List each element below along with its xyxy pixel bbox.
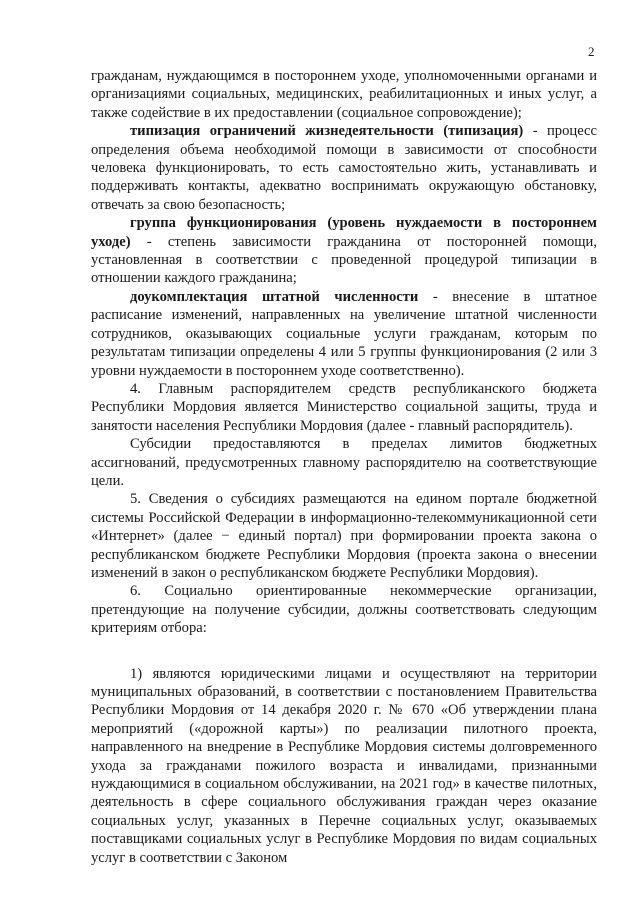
term-typization: типизация ограничений жизнедеятельности (типизация) — [130, 123, 524, 140]
paragraph-4: 4. Главным распорядителем средств республиканского бюджета Республики Мордовия является Министерство социальной защиты, труда и занятости населения Республики Мордовия (далее - главный распорядитель). — [91, 380, 597, 434]
document-body — [91, 67, 597, 867]
term-functioning-group: группа функционирования (уровень нуждаемости в постороннем уходе) — [91, 215, 597, 250]
definition-functioning-group: группа функционирования (уровень нуждаемости в постороннем уходе) - степень зависимости гражданина от посторонней помощи, установленная в соответствии с проведенной процедурой типизации в отношении каждого гражданина; — [91, 215, 597, 287]
paragraph-subsidies: Субсидии предоставляются в пределах лимитов бюджетных ассигнований, предусмотренных главному распорядителю на соответствующие цели. — [91, 436, 597, 489]
blank-gap — [91, 638, 597, 665]
paragraph-5: 5. Сведения о субсидиях размещаются на едином портале бюджетной системы Российской Федерации в информационно-телекоммуникационной сети «Интернет» (далее − единый портал) при формировании проекта закона о республиканском бюджете Республики Мордовия (проекта закона о внесении изменений в закон о республиканском бюджете Республики Мордовия). — [91, 491, 597, 581]
term-staffing: доукомплектация штатной численности — [130, 288, 419, 305]
definition-typization: типизация ограничений жизнедеятельности (типизация) - процесс определения объема необходимой помощи в зависимости от способности человека функционировать, то есть самостоятельно жить, устанавливать и поддерживать контакты, адекватно воспринимать окружающую обстановку, отвечать за свою безопасность; — [91, 123, 598, 213]
criterion-1: 1) являются юридическими лицами и осуществляют на территории муниципальных образований, в соответствии с постановлением Правительства Республики Мордовия от 14 декабря 2020 г. № 670 «Об утверждении плана мероприятий («дорожной карты») по реализации пилотного проекта, направленного на внедрение в Республике Мордовия системы долговременного ухода за гражданами пожилого возраста и инвалидами, признанными нуждающимися в социальном обслуживании, на 2021 год» в качестве пилотных, деятельность в сфере социального обслуживания граждан через оказание социальных услуг, указанных в Перечне социальных услуг, оказываемых поставщиками социальных услуг в Республике Мордовия по видам социальных услуг в соответствии с Законом — [91, 665, 597, 866]
paragraph-6: 6. Социально ориентированные некоммерческие организации, претендующие на получение субсидии, должны соответствовать следующим критериям отбора: — [91, 583, 597, 637]
definition-staffing: доукомплектация штатной численности - внесение в штатное расписание изменений, направленных на увеличение штатной численности сотрудников, оказывающих социальные услуги гражданам, которым по результатам типизации определены 4 или 5 группы функционирования (2 или 3 уровни нуждаемости в постороннем уходе соответственно). — [91, 288, 597, 379]
page-number: 2 — [588, 44, 595, 59]
paragraph-continuation: гражданам, нуждающимся в постороннем уходе, уполномоченными органами и организациями социальных, медицинских, реабилитационных и иных услуг, а также содействие в их предоставлении (социальное сопровождение); — [91, 68, 597, 121]
